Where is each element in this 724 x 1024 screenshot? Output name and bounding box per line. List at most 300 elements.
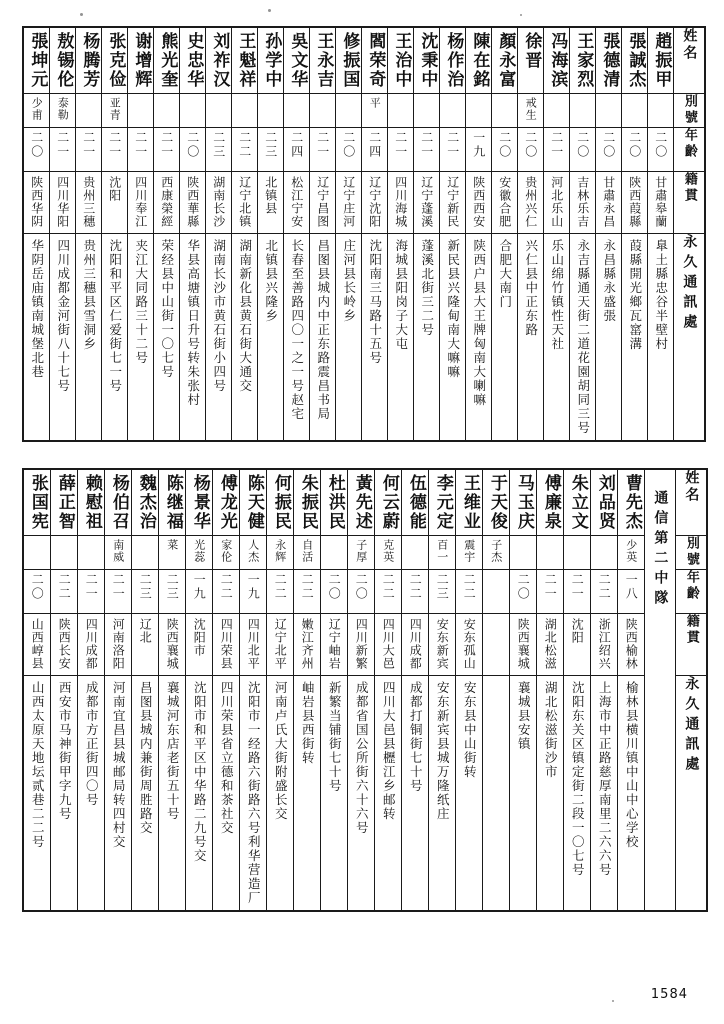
- speckle: [520, 14, 522, 16]
- cell-address-text: 襄城县安镇: [516, 681, 532, 751]
- cell-name-text: 杜洪民: [324, 474, 345, 531]
- cell-name-text: 王永吉: [313, 32, 334, 89]
- cell-name-text: 刘祚汉: [209, 32, 230, 89]
- cell-origin: [267, 614, 294, 676]
- cell-alias: [105, 536, 132, 570]
- cell-alias: [50, 94, 76, 128]
- cell-age-text: 二〇: [653, 131, 668, 159]
- header-address: [676, 676, 708, 912]
- cell-name: [544, 27, 570, 94]
- cell-age: [492, 128, 518, 172]
- cell-age: [186, 570, 213, 614]
- cell-age-text: 二一: [549, 131, 564, 159]
- cell-age: [294, 570, 321, 614]
- cell-age-text: 二一: [543, 573, 558, 601]
- cell-alias: [492, 94, 518, 128]
- cell-name-text: 傅龙光: [216, 474, 237, 531]
- cell-origin-text: 辽北: [138, 618, 153, 644]
- cell-origin-text: 辽宁昌图: [315, 176, 330, 228]
- cell-age: [321, 570, 348, 614]
- cell-alias: [310, 94, 336, 128]
- cell-origin-text: 陕西华阴: [29, 176, 44, 228]
- cell-address-text: 沈阳市和平区中华路二九号交: [192, 681, 208, 863]
- cell-origin: [240, 614, 267, 676]
- cell-name-text: 朱振民: [297, 474, 318, 531]
- cell-origin-text: 辽宁沈阳: [367, 176, 382, 228]
- cell-alias-text: 永辉: [273, 539, 287, 563]
- cell-address: [310, 234, 336, 442]
- cell-name: [128, 27, 154, 94]
- cell-origin: [414, 172, 440, 234]
- cell-address: [132, 676, 159, 912]
- cell-alias: [232, 94, 258, 128]
- cell-name: [321, 469, 348, 536]
- cell-age: [618, 570, 645, 614]
- cell-age: [213, 570, 240, 614]
- cell-origin-text: 嫩江齐州: [300, 618, 315, 670]
- cell-address-text: 湖南新化县黄石街大通交: [237, 239, 253, 393]
- cell-address-text: 安东新宾县城万隆纸庄: [435, 681, 451, 821]
- cell-age-text: 二〇: [516, 573, 531, 601]
- cell-origin: [388, 172, 414, 234]
- cell-address-text: 河南卢氏大街附盛长交: [273, 681, 289, 821]
- cell-age: [180, 128, 206, 172]
- cell-origin-text: 四川成都: [84, 618, 99, 670]
- cell-alias: [23, 94, 50, 128]
- cell-age: [240, 570, 267, 614]
- cell-origin-text: 四川成都: [408, 618, 423, 670]
- cell-address: [294, 676, 321, 912]
- cell-age-text: 二〇: [575, 131, 590, 159]
- cell-alias-text: 百一: [435, 539, 449, 563]
- cell-origin: [284, 172, 310, 234]
- cell-origin-text: 辽宁北镇: [237, 176, 252, 228]
- cell-origin: [570, 172, 596, 234]
- cell-origin: [492, 172, 518, 234]
- cell-alias: [294, 536, 321, 570]
- cell-alias-text: 克英: [381, 539, 395, 563]
- cell-name: [232, 27, 258, 94]
- cell-name: [294, 469, 321, 536]
- cell-address-text: 榆林县横川镇中山中心学校: [624, 681, 640, 849]
- cell-name: [466, 27, 492, 94]
- cell-name: [267, 469, 294, 536]
- header-alias-text: 別號: [683, 536, 699, 568]
- cell-age-text: 二一: [445, 131, 460, 159]
- cell-origin: [294, 614, 321, 676]
- cell-origin-text: 河北乐山: [549, 176, 564, 228]
- cell-alias: [564, 536, 591, 570]
- cell-origin-text: 贵州三穗: [81, 176, 96, 228]
- cell-address: [362, 234, 388, 442]
- cell-origin-text: 西康榮經: [159, 176, 174, 228]
- cell-age: [537, 570, 564, 614]
- cell-origin: [76, 172, 102, 234]
- header-origin-text: 籍貫: [683, 614, 699, 646]
- cell-address: [180, 234, 206, 442]
- cell-age-text: 二一: [570, 573, 585, 601]
- cell-address-text: 长春至善路四〇一之一号赵宅: [289, 239, 305, 421]
- header-alias-text: 別號: [681, 94, 697, 126]
- cell-alias-text: 泰勒: [56, 97, 70, 121]
- cell-alias: [240, 536, 267, 570]
- speckle: [80, 13, 83, 16]
- cell-address: [492, 234, 518, 442]
- header-age: [674, 128, 706, 172]
- cell-age-text: 二〇: [523, 131, 538, 159]
- cell-age: [466, 128, 492, 172]
- header-name-text: 姓名: [681, 28, 698, 62]
- cell-address-text: 四川荣县省立德和茶社交: [219, 681, 235, 835]
- cell-name-text: 王家烈: [573, 32, 594, 89]
- cell-alias-text: 子厚: [354, 539, 368, 563]
- cell-age: [591, 570, 618, 614]
- cell-address-text: 湖北松滋街沙市: [543, 681, 559, 779]
- row-names: [23, 469, 707, 536]
- cell-address-text: 成都省国公所街六十六号: [354, 681, 370, 835]
- cell-name: [492, 27, 518, 94]
- row-ages: [23, 570, 707, 614]
- cell-age-text: 一九: [192, 573, 207, 601]
- cell-address: [518, 234, 544, 442]
- cell-name: [362, 27, 388, 94]
- cell-age-text: 二二: [273, 573, 288, 601]
- cell-origin-text: 浙江绍兴: [597, 618, 612, 670]
- cell-origin-text: 沈阳: [107, 176, 122, 202]
- cell-origin: [310, 172, 336, 234]
- cell-alias-text: 少英: [624, 539, 638, 563]
- cell-address: [267, 676, 294, 912]
- cell-origin-text: 河南洛阳: [111, 618, 126, 670]
- cell-origin-text: 辽宁庄河: [341, 176, 356, 228]
- cell-age-text: 二一: [315, 131, 330, 159]
- cell-address-text: 山西太原天地坛贰巷二二号: [30, 681, 46, 849]
- cell-origin: [375, 614, 402, 676]
- cell-address-text: 沈阳南三马路十五号: [367, 239, 383, 365]
- cell-age: [564, 570, 591, 614]
- header-age-text: 年齡: [681, 128, 697, 160]
- cell-address: [375, 676, 402, 912]
- cell-origin: [648, 172, 674, 234]
- cell-origin-text: 陕西西安: [471, 176, 486, 228]
- cell-age: [78, 570, 105, 614]
- cell-origin: [23, 614, 51, 676]
- cell-name-text: 熊光奎: [157, 32, 178, 89]
- cell-alias: [206, 94, 232, 128]
- cell-age-text: 二二: [57, 573, 72, 601]
- cell-name: [78, 469, 105, 536]
- cell-age-text: 二一: [159, 131, 174, 159]
- cell-address-text: 上海市中正路慈厚南里二六六号: [597, 681, 613, 877]
- cell-alias: [78, 536, 105, 570]
- cell-age: [570, 128, 596, 172]
- cell-age-text: 二三: [263, 131, 278, 159]
- cell-name: [388, 27, 414, 94]
- cell-name-text: 何云蔚: [378, 474, 399, 531]
- cell-name-text: 徐晋: [521, 32, 542, 70]
- cell-age: [388, 128, 414, 172]
- cell-address: [76, 234, 102, 442]
- cell-origin-text: 陕西榆林: [624, 618, 639, 670]
- cell-address-text: 华阴岳庙镇南城堡北巷: [29, 239, 45, 379]
- cell-origin: [429, 614, 456, 676]
- cell-name: [240, 469, 267, 536]
- row-aliases: [23, 536, 707, 570]
- cell-name-text: 陈继福: [162, 474, 183, 531]
- cell-alias: [76, 94, 102, 128]
- cell-name-text: 張德清: [599, 32, 620, 89]
- cell-origin-text: 山西崞县: [30, 618, 45, 670]
- header-name-text: 姓名: [683, 470, 700, 504]
- cell-age: [258, 128, 284, 172]
- cell-alias-text: 子杰: [489, 539, 503, 563]
- cell-address: [544, 234, 570, 442]
- cell-origin-text: 四川新繁: [354, 618, 369, 670]
- cell-age-text: 一九: [246, 573, 261, 601]
- cell-address-text: 湖南长沙市黄石街小四号: [211, 239, 227, 393]
- cell-origin-text: 甘肅永昌: [601, 176, 616, 228]
- cell-age-text: 二一: [111, 573, 126, 601]
- cell-name-text: 曹先杰: [621, 474, 642, 531]
- cell-address: [622, 234, 648, 442]
- cell-alias-text: 自活: [300, 539, 314, 563]
- cell-name: [622, 27, 648, 94]
- cell-age-text: 二〇: [601, 131, 616, 159]
- cell-alias: [456, 536, 483, 570]
- cell-origin-text: 四川奉江: [133, 176, 148, 228]
- cell-origin-text: 四川荣县: [219, 618, 234, 670]
- header-origin-text: 籍貫: [681, 172, 697, 204]
- cell-alias: [388, 94, 414, 128]
- cell-address: [50, 234, 76, 442]
- cell-origin-text: 陕西襄城: [165, 618, 180, 670]
- cell-name: [518, 27, 544, 94]
- cell-age: [362, 128, 388, 172]
- cell-age: [596, 128, 622, 172]
- cell-origin: [180, 172, 206, 234]
- cell-alias: [102, 94, 128, 128]
- cell-name: [596, 27, 622, 94]
- cell-age-text: 二〇: [29, 131, 44, 159]
- cell-origin: [564, 614, 591, 676]
- cell-alias-text: 亚青: [108, 97, 122, 121]
- cell-origin-text: 陕西華縣: [185, 176, 200, 228]
- cell-address-text: 沈阳和平区仁爱街七一号: [107, 239, 123, 393]
- cell-alias: [544, 94, 570, 128]
- cell-origin-text: 湖南长沙: [211, 176, 226, 228]
- cell-age: [232, 128, 258, 172]
- cell-origin-text: 四川北平: [246, 618, 261, 670]
- cell-origin: [50, 172, 76, 234]
- cell-address: [258, 234, 284, 442]
- cell-age: [414, 128, 440, 172]
- cell-origin-text: 四川华阳: [55, 176, 70, 228]
- row-aliases: [23, 94, 705, 128]
- cell-age-text: 二一: [55, 131, 70, 159]
- cell-alias: [570, 94, 596, 128]
- cell-address-text: 永昌縣永盛張: [601, 239, 617, 323]
- cell-alias: [622, 94, 648, 128]
- cell-name-text: 张克俭: [105, 32, 126, 89]
- cell-name-text: 何振民: [270, 474, 291, 531]
- cell-name-text: 史忠华: [183, 32, 204, 89]
- cell-address: [429, 676, 456, 912]
- cell-alias-text: 菜: [165, 539, 179, 551]
- cell-origin: [596, 172, 622, 234]
- cell-address: [206, 234, 232, 442]
- header-address-text: 永久通訊處: [681, 234, 698, 334]
- cell-age-text: 二二: [237, 131, 252, 159]
- cell-name-text: 魏杰治: [135, 474, 156, 531]
- cell-age: [23, 128, 50, 172]
- cell-address: [618, 676, 645, 912]
- cell-address: [23, 234, 50, 442]
- cell-origin: [213, 614, 240, 676]
- cell-origin: [51, 614, 78, 676]
- cell-name: [180, 27, 206, 94]
- cell-origin: [258, 172, 284, 234]
- cell-age-text: 二二: [462, 573, 477, 601]
- cell-address: [388, 234, 414, 442]
- cell-age: [456, 570, 483, 614]
- cell-name-text: 朱立文: [567, 474, 588, 531]
- cell-name: [258, 27, 284, 94]
- cell-age: [267, 570, 294, 614]
- header-alias: [676, 536, 708, 570]
- cell-alias: [537, 536, 564, 570]
- cell-age: [310, 128, 336, 172]
- cell-name-text: 王魁祥: [235, 32, 256, 89]
- cell-address: [78, 676, 105, 912]
- cell-alias: [466, 94, 492, 128]
- cell-address-text: 成都打铜街七十号: [408, 681, 424, 793]
- cell-age-text: 二二: [381, 573, 396, 601]
- cell-address: [648, 234, 674, 442]
- cell-origin-text: 辽宁蓬溪: [419, 176, 434, 228]
- cell-address-text: 沈阳市一经路六街路六号利华营造厂: [246, 681, 262, 905]
- cell-origin-text: 松江宁安: [289, 176, 304, 228]
- cell-origin-text: 陝西葭縣: [627, 176, 642, 228]
- cell-age-text: 二三: [435, 573, 450, 601]
- cell-address-text: 安东县中山街转: [462, 681, 478, 779]
- cell-address: [440, 234, 466, 442]
- cell-name-text: 陳在銘: [469, 32, 490, 89]
- cell-address-text: 蓬溪北街三二号: [419, 239, 435, 337]
- cell-alias: [510, 536, 537, 570]
- cell-age: [440, 128, 466, 172]
- cell-address-text: 岫岩县西街转: [300, 681, 316, 765]
- cell-age: [50, 128, 76, 172]
- cell-address-text: 北镇县兴隆乡: [263, 239, 279, 323]
- cell-alias: [362, 94, 388, 128]
- cell-address-text: 华县高塘镇日升号转朱张村: [185, 239, 201, 407]
- cell-address-text: 西安市马神街甲字九号: [57, 681, 73, 821]
- unit-label-cell: [645, 469, 676, 911]
- cell-origin: [102, 172, 128, 234]
- cell-name: [105, 469, 132, 536]
- cell-name-text: 閻荣奇: [365, 32, 386, 89]
- cell-origin: [348, 614, 375, 676]
- cell-address-text: 成都市方正街四〇号: [84, 681, 100, 807]
- cell-alias: [186, 536, 213, 570]
- cell-alias: [213, 536, 240, 570]
- cell-age-text: 二四: [289, 131, 304, 159]
- cell-name-text: 杨景华: [189, 474, 210, 531]
- cell-alias: [154, 94, 180, 128]
- cell-address: [348, 676, 375, 912]
- cell-address: [414, 234, 440, 442]
- cell-address: [570, 234, 596, 442]
- roster-table-bottom: [22, 468, 708, 912]
- cell-name: [456, 469, 483, 536]
- cell-address: [23, 676, 51, 912]
- cell-alias: [518, 94, 544, 128]
- cell-name: [618, 469, 645, 536]
- speckle: [612, 1000, 614, 1002]
- cell-name-text: 杨作治: [443, 32, 464, 89]
- cell-alias-text: 家伦: [219, 539, 233, 563]
- cell-alias: [402, 536, 429, 570]
- cell-name: [402, 469, 429, 536]
- row-ages: [23, 128, 705, 172]
- cell-name-text: 王维业: [459, 474, 480, 531]
- header-name: [676, 469, 708, 536]
- cell-age: [105, 570, 132, 614]
- cell-age-text: 一九: [471, 131, 486, 159]
- cell-alias: [648, 94, 674, 128]
- cell-origin: [336, 172, 362, 234]
- cell-age: [348, 570, 375, 614]
- cell-address-text: 贵州三穗县雪洞乡: [81, 239, 97, 351]
- cell-alias: [591, 536, 618, 570]
- cell-address: [537, 676, 564, 912]
- cell-address-text: 新繁当铺街七十号: [327, 681, 343, 793]
- cell-origin: [362, 172, 388, 234]
- cell-alias-text: 少甫: [30, 97, 44, 121]
- table-separator: [22, 442, 702, 468]
- cell-address-text: 葭縣開光鄉瓦窰溝: [627, 239, 643, 351]
- cell-age-text: 二〇: [341, 131, 356, 159]
- cell-age: [375, 570, 402, 614]
- cell-name-text: 張誠杰: [625, 32, 646, 89]
- cell-age: [483, 570, 510, 614]
- cell-alias: [321, 536, 348, 570]
- cell-origin-text: 甘肅皋蘭: [653, 176, 668, 228]
- cell-age-text: 二一: [393, 131, 408, 159]
- cell-origin-text: 贵州兴仁: [523, 176, 538, 228]
- cell-origin-text: 安东孤山: [462, 618, 477, 670]
- row-names: [23, 27, 705, 94]
- cell-age: [336, 128, 362, 172]
- cell-origin: [402, 614, 429, 676]
- cell-address: [240, 676, 267, 912]
- cell-origin-text: 吉林乐吉: [575, 176, 590, 228]
- row-origins: [23, 172, 705, 234]
- cell-address: [284, 234, 310, 442]
- cell-age-text: 二〇: [30, 573, 45, 601]
- header-origin: [674, 172, 706, 234]
- cell-address-text: 新民县兴隆甸南大嘛嘛: [445, 239, 461, 379]
- cell-origin: [510, 614, 537, 676]
- cell-age: [159, 570, 186, 614]
- cell-address: [456, 676, 483, 912]
- cell-name: [284, 27, 310, 94]
- cell-age-text: 二〇: [497, 131, 512, 159]
- header-alias: [674, 94, 706, 128]
- cell-address-text: 昌图县城内兼街周胜路交: [138, 681, 154, 835]
- cell-age-text: 二二: [300, 573, 315, 601]
- cell-alias: [483, 536, 510, 570]
